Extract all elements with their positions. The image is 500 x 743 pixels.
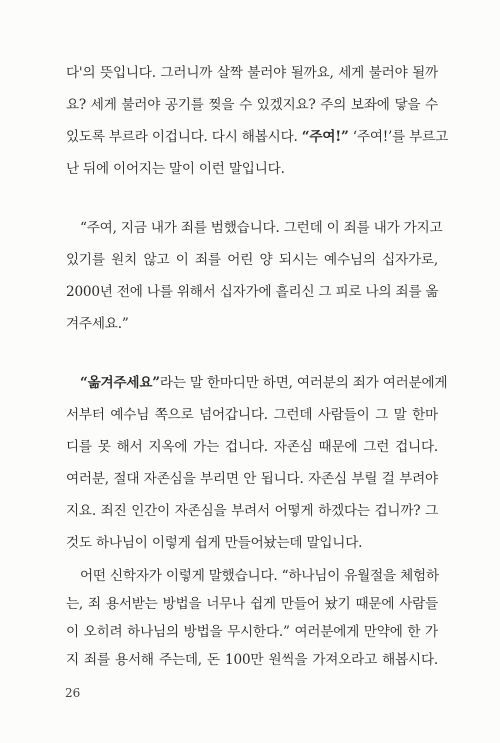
text-line: 서부터 예수님 쪽으로 넘어갑니다. 그런데 사람들이 그 말 한마 [66,407,438,423]
text-line: 어떤 신학자가 이렇게 말했습니다. “하나님이 유월절을 체험하 [80,568,439,584]
text-run: 있도록 부르라 이겁니다. 다시 해봅시다. [66,129,302,145]
text-run: ‘주여!’를 부르고 [348,129,448,145]
text-line: 요? 세게 불러야 공기를 찢을 수 있겠지요? 주의 보좌에 닿을 수 [66,97,438,113]
quote-line: “주여, 지금 내가 죄를 범했습니다. 그런데 이 죄를 내가 가지고 [80,220,443,236]
emphasis-text: “주여!” [301,129,349,145]
text-line: 여러분, 절대 자존심을 부리면 안 됩니다. 자존심 부릴 걸 부려야 [66,471,438,487]
text-line: 난 뒤에 이어지는 말이 이런 말입니다. [66,161,285,177]
text-run: 라는 말 한마디만 하면, 여러분의 죄가 여러분에게 [159,375,448,391]
text-line: 지 죄를 용서해 주는데, 돈 100만 원씩을 가져오라고 해봅시다. [66,652,438,668]
text-line [66,128,448,146]
quote-line: 2000년 전에 나를 위해서 십자가에 흘리신 그 피로 나의 죄를 옮 [66,284,439,300]
page-number: 26 [65,686,81,700]
quote-line: 있기를 원치 않고 이 죄를 어린 양 되시는 예수님의 십자가로, [66,252,438,268]
quote-line: 겨주세요.” [66,316,129,332]
text-line: 이 오히려 하나님의 방법을 무시한다.” 여러분에게 만약에 한 가 [66,624,438,640]
text-line: 지요. 죄진 인간이 자존심을 부려서 어떻게 하겠다는 겁니까? 그 [66,503,438,519]
text-line: 것도 하나님이 이렇게 쉽게 만들어놨는데 말입니다. [66,535,363,551]
text-line [80,374,448,392]
text-line: 다'의 뜻입니다. 그러니까 살짝 불러야 될까요, 세게 불러야 될까 [66,65,438,81]
emphasis-text: “옮겨주세요” [80,375,160,391]
text-line: 는, 죄 용서받는 방법을 너무나 쉽게 만들어 놨기 때문에 사람들 [66,596,438,612]
text-line: 디를 못 해서 지옥에 가는 겁니다. 자존심 때문에 그런 겁니다. [66,439,438,455]
